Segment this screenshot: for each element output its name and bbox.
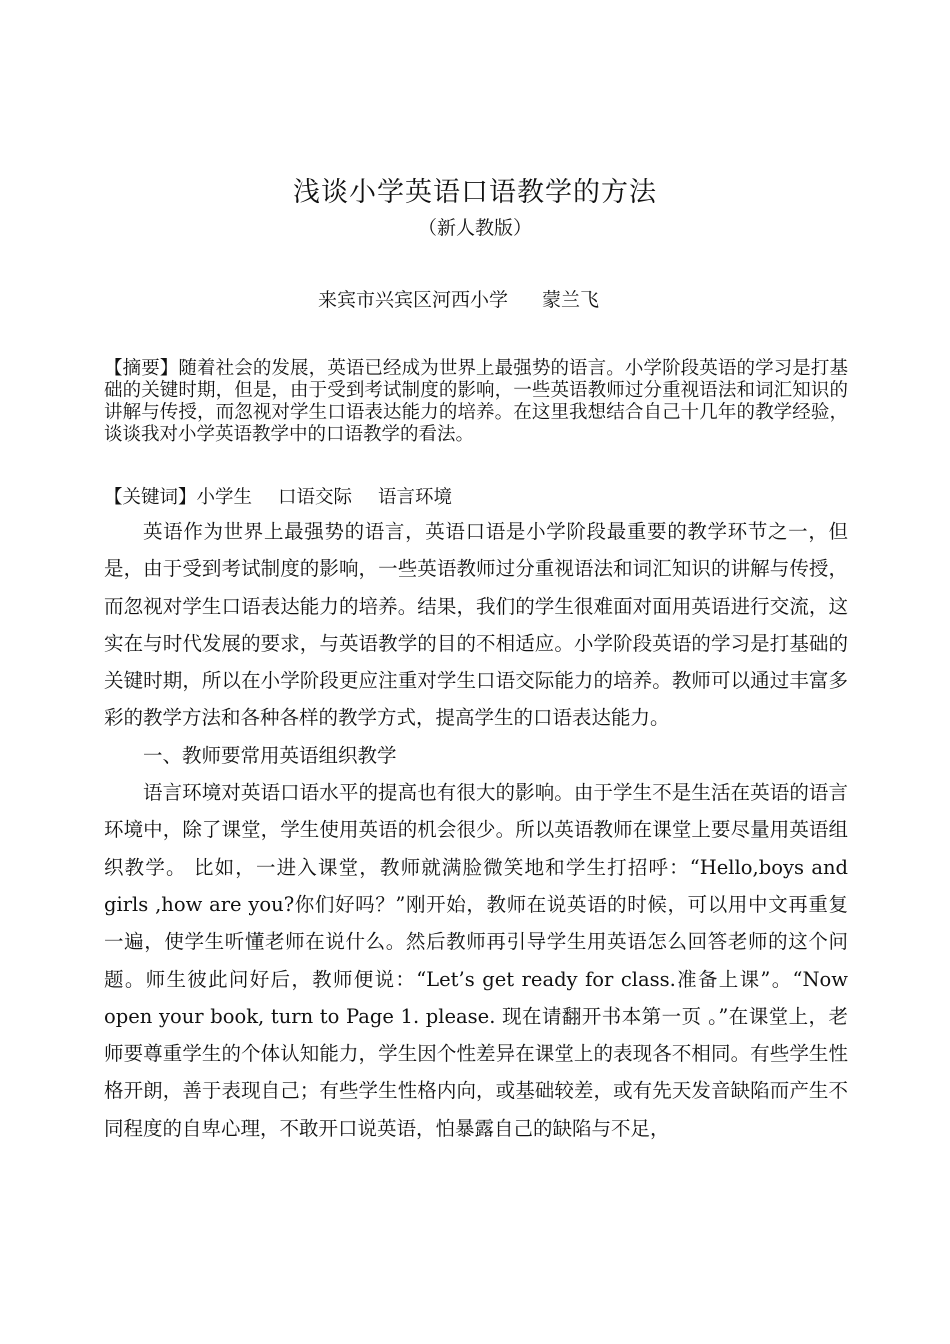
author-school: 来宾市兴宾区河西小学 <box>318 289 509 311</box>
body-paragraph: 英语作为世界上最强势的语言，英语口语是小学阶段最重要的教学环节之一，但是，由于受到考试制度的影响，一些英语教师过分重视语法和词汇知识的讲解与传授，而忽视对学生口语表达能力的培养。结果，我们的学生很难面对面用英语进行交流，这实在与时代发展的要求，与英语教学的目的不相适应。小学阶段英语的学习是打基础的关键时期，所以在小学阶段更应注重对学生口语交际能力的培养。教师可以通过丰富多彩的教学方法和各种各样的教学方式，提高学生的口语表达能力。 <box>104 520 848 730</box>
body-paragraph: 语言环境对英语口语水平的提高也有很大的影响。由于学生不是生活在英语的语言环境中，除了课堂，学生使用英语的机会很少。所以英语教师在课堂上要尽量用英语组织教学。 比如，一进入课堂，教师就满脸微笑地和学生打招呼：“Hello,boys and girls ,how are you?你们好吗？”刚开始，教师在说英语的时候，可以用中文再重复一遍，使学生听懂老师在说什么。然后教师再引导学生用英语怎么回答老师的这个问题。师生彼此问好后，教师便说：“Let’s get ready for class.准备上课”。“Now open your book, turn to Page 1. please. 现在请翻开书本第一页 。”在课堂上，老师要尊重学生的个体认知能力，学生因个性差异在课堂上的表现各不相同。有些学生性格开朗，善于表现自己；有些学生性格内向，或基础较差，或有先天发音缺陷而产生不同程度的自卑心理，不敢开口说英语，怕暴露自己的缺陷与不足， <box>104 781 848 1140</box>
body-text <box>104 513 848 1147</box>
author-line <box>318 285 599 312</box>
document-title: 浅谈小学英语口语教学的方法 <box>293 177 657 208</box>
keyword-item: 小学生 <box>196 487 253 508</box>
keywords-line <box>104 483 478 509</box>
keyword-item: 语言环境 <box>378 487 453 508</box>
document-subtitle: （新人教版） <box>417 217 532 239</box>
keyword-item: 口语交际 <box>278 487 353 508</box>
keywords-label: 【关键词】 <box>104 487 197 508</box>
section-heading: 一、教师要常用英语组织教学 <box>143 743 397 767</box>
author-name: 蒙兰飞 <box>542 289 600 311</box>
abstract-paragraph: 【摘要】随着社会的发展，英语已经成为世界上最强势的语言。小学阶段英语的学习是打基础的关键时期，但是，由于受到考试制度的影响，一些英语教师过分重视语法和词汇知识的讲解与传授，而忽视对学生口语表达能力的培养。在这里我想结合自己十几年的教学经验，谈谈我对小学英语教学中的口语教学的看法。 <box>104 358 848 445</box>
